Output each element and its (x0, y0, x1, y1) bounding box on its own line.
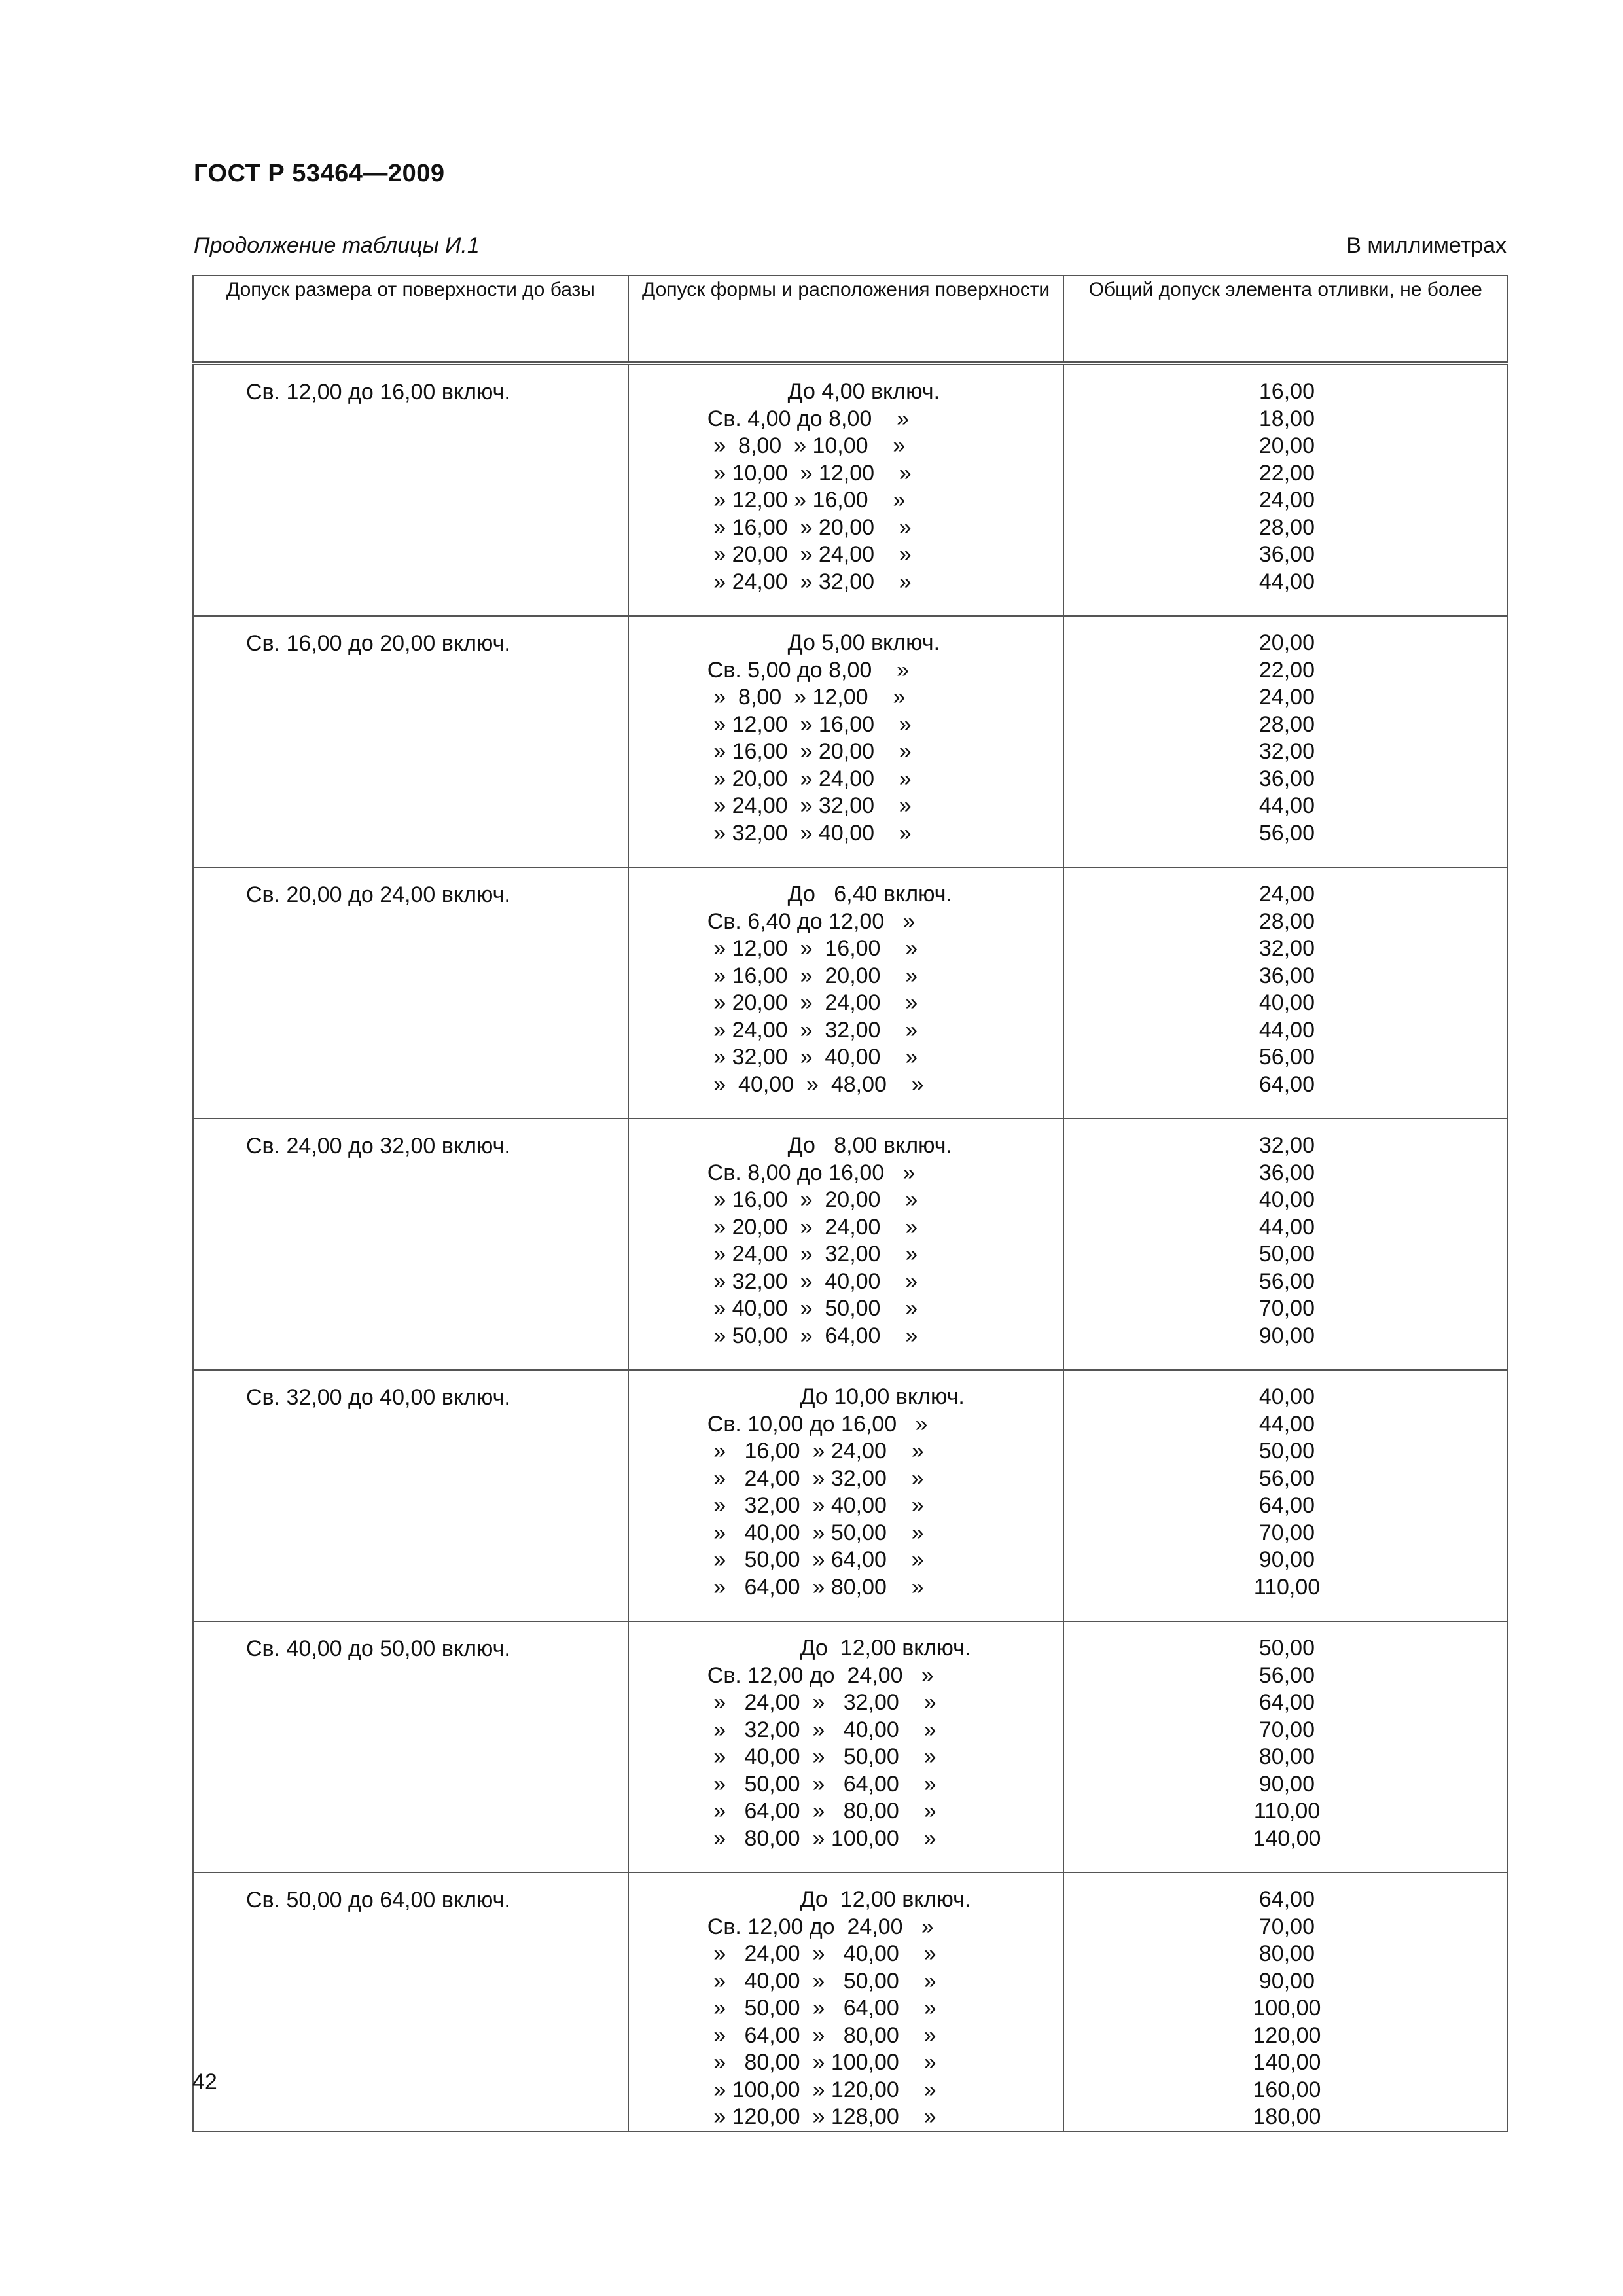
form-tolerance-range: » 32,00 » 40,00 » (707, 1717, 936, 1742)
form-tolerance-range: » 16,00 » 20,00 » (707, 739, 912, 764)
total-tolerance-value: 50,00 (1258, 1636, 1315, 1660)
total-tolerance-value: 140,00 (1253, 1825, 1321, 1851)
total-tolerance-value: 44,00 (1258, 1017, 1315, 1043)
column-header-total-tolerance: Общий допуск элемента отливки, не более (1063, 276, 1507, 363)
form-tolerance-cell (628, 1119, 1064, 1370)
base-tolerance-cell (193, 616, 628, 867)
form-tolerance-range: » 20,00 » 24,00 » (707, 990, 918, 1015)
form-tolerance-range: » 50,00 » 64,00 » (707, 1771, 936, 1797)
total-tolerance-value: 24,00 (1258, 685, 1315, 709)
total-tolerance-value: 32,00 (1258, 739, 1315, 764)
form-tolerance-range: » 40,00 » 48,00 » (707, 1071, 924, 1097)
form-tolerance-range: Св. 12,00 до 24,00 » (707, 1662, 934, 1688)
total-tolerance-value: 90,00 (1258, 1547, 1315, 1572)
total-tolerance-value: 56,00 (1258, 1662, 1315, 1688)
total-tolerance-value: 50,00 (1258, 1242, 1315, 1266)
total-tolerance-value: 50,00 (1258, 1439, 1315, 1463)
form-tolerance-range: » 16,00 » 20,00 » (707, 514, 912, 540)
form-tolerance-range: » 16,00 » 20,00 » (707, 963, 918, 988)
table-row (193, 1370, 1507, 1621)
form-tolerance-range: » 80,00 » 100,00 » (707, 2050, 936, 2075)
total-tolerance-value: 32,00 (1258, 1133, 1315, 1158)
units-label: В миллиметрах (1346, 233, 1507, 258)
base-tolerance-range: Св. 40,00 до 50,00 включ. (246, 1636, 510, 1661)
form-tolerance-range: » 32,00 » 40,00 » (707, 1045, 918, 1069)
form-tolerance-range: » 24,00 » 32,00 » (707, 1690, 936, 1715)
total-tolerance-value: 90,00 (1258, 1968, 1315, 1994)
form-tolerance-range: » 32,00 » 40,00 » (707, 820, 912, 846)
form-tolerance-range: Св. 8,00 до 16,00 » (707, 1160, 916, 1185)
form-tolerance-range: » 24,00 » 40,00 » (707, 1941, 936, 1966)
total-tolerance-value: 24,00 (1258, 488, 1315, 512)
form-tolerance-range: Св. 6,40 до 12,00 » (707, 908, 916, 934)
form-tolerance-range: До 5,00 включ. (707, 630, 940, 655)
total-tolerance-value: 90,00 (1258, 1323, 1315, 1348)
form-tolerance-range: » 20,00 » 24,00 » (707, 542, 912, 567)
form-tolerance-range: » 24,00 » 32,00 » (707, 1242, 918, 1266)
form-tolerance-range: » 32,00 » 40,00 » (707, 1268, 918, 1294)
base-tolerance-range: Св. 24,00 до 32,00 включ. (246, 1134, 510, 1158)
form-tolerance-range: » 20,00 » 24,00 » (707, 1214, 918, 1240)
base-tolerance-range: Св. 20,00 до 24,00 включ. (246, 882, 510, 907)
form-tolerance-range: До 6,40 включ. (707, 882, 952, 906)
column-header-base-tolerance: Допуск размера от поверхности до базы (193, 276, 628, 363)
total-tolerance-value: 110,00 (1253, 1799, 1321, 1823)
total-tolerance-value: 18,00 (1258, 406, 1315, 431)
total-tolerance-value: 36,00 (1258, 766, 1315, 791)
total-tolerance-value: 16,00 (1258, 379, 1315, 404)
base-tolerance-range: Св. 12,00 до 16,00 включ. (246, 380, 510, 404)
form-tolerance-range: Св. 4,00 до 8,00 » (707, 406, 909, 431)
total-tolerance-value: 56,00 (1258, 1268, 1315, 1294)
form-tolerance-cell (628, 363, 1064, 616)
base-tolerance-cell (193, 363, 628, 616)
total-tolerance-value: 44,00 (1258, 1411, 1315, 1437)
total-tolerance-value: 36,00 (1258, 963, 1315, 988)
form-tolerance-range: » 40,00 » 50,00 » (707, 1296, 918, 1321)
form-tolerance-range: » 50,00 » 64,00 » (707, 1547, 924, 1572)
total-tolerance-value: 80,00 (1258, 1744, 1315, 1769)
total-tolerance-value: 100,00 (1253, 1996, 1321, 2020)
total-tolerance-value: 56,00 (1258, 1045, 1315, 1069)
form-tolerance-range: До 4,00 включ. (707, 379, 940, 404)
base-tolerance-cell (193, 1119, 628, 1370)
base-tolerance-range: Св. 16,00 до 20,00 включ. (246, 631, 510, 656)
total-tolerance-value: 64,00 (1258, 1071, 1315, 1097)
total-tolerance-value: 20,00 (1258, 433, 1315, 458)
total-tolerance-value: 20,00 (1258, 630, 1315, 655)
total-tolerance-value: 70,00 (1258, 1717, 1315, 1742)
base-tolerance-range: Св. 32,00 до 40,00 включ. (246, 1385, 510, 1410)
total-tolerance-value: 22,00 (1258, 460, 1315, 486)
form-tolerance-range: Св. 12,00 до 24,00 » (707, 1914, 934, 1939)
form-tolerance-range: Св. 10,00 до 16,00 » (707, 1411, 928, 1437)
form-tolerance-range: » 100,00 » 120,00 » (707, 2077, 936, 2102)
document-header: ГОСТ Р 53464—2009 (194, 160, 445, 187)
form-tolerance-range: » 64,00 » 80,00 » (707, 2022, 936, 2048)
form-tolerance-range: » 24,00 » 32,00 » (707, 793, 912, 818)
total-tolerance-value: 160,00 (1253, 2077, 1321, 2102)
total-tolerance-value: 44,00 (1258, 793, 1315, 818)
table-row (193, 616, 1507, 867)
form-tolerance-range: » 10,00 » 12,00 » (707, 460, 912, 486)
form-tolerance-range: » 24,00 » 32,00 » (707, 1017, 918, 1043)
form-tolerance-range: » 40,00 » 50,00 » (707, 1744, 936, 1769)
form-tolerance-range: » 32,00 » 40,00 » (707, 1493, 924, 1518)
total-tolerance-value: 28,00 (1258, 514, 1315, 540)
form-tolerance-range: До 10,00 включ. (707, 1384, 965, 1409)
form-tolerance-range: » 16,00 » 24,00 » (707, 1439, 924, 1463)
total-tolerance-value: 56,00 (1258, 1465, 1315, 1491)
total-tolerance-value: 120,00 (1253, 2022, 1321, 2048)
form-tolerance-range: » 24,00 » 32,00 » (707, 1465, 924, 1491)
form-tolerance-range: » 64,00 » 80,00 » (707, 1574, 924, 1600)
form-tolerance-range: » 12,00 » 16,00 » (707, 711, 912, 737)
table-row (193, 363, 1507, 616)
form-tolerance-range: » 8,00 » 12,00 » (707, 685, 906, 709)
total-tolerance-value: 64,00 (1258, 1887, 1315, 1912)
form-tolerance-range: » 120,00 » 128,00 » (707, 2104, 936, 2129)
total-tolerance-value: 90,00 (1258, 1771, 1315, 1797)
total-tolerance-value: 70,00 (1258, 1914, 1315, 1939)
form-tolerance-cell (628, 1370, 1064, 1621)
base-tolerance-cell (193, 1873, 628, 2132)
total-tolerance-cell (1063, 1370, 1507, 1621)
total-tolerance-value: 28,00 (1258, 711, 1315, 737)
total-tolerance-cell (1063, 1621, 1507, 1873)
base-tolerance-cell (193, 867, 628, 1119)
total-tolerance-value: 140,00 (1253, 2050, 1321, 2075)
total-tolerance-cell (1063, 616, 1507, 867)
total-tolerance-value: 24,00 (1258, 882, 1315, 906)
form-tolerance-range: Св. 5,00 до 8,00 » (707, 657, 909, 683)
total-tolerance-value: 70,00 (1258, 1520, 1315, 1545)
form-tolerance-range: » 50,00 » 64,00 » (707, 1323, 918, 1348)
base-tolerance-cell (193, 1370, 628, 1621)
total-tolerance-value: 40,00 (1258, 1187, 1315, 1212)
total-tolerance-value: 64,00 (1258, 1690, 1315, 1715)
total-tolerance-value: 44,00 (1258, 1214, 1315, 1240)
total-tolerance-value: 36,00 (1258, 542, 1315, 567)
form-tolerance-range: » 24,00 » 32,00 » (707, 569, 912, 594)
total-tolerance-value: 44,00 (1258, 569, 1315, 594)
total-tolerance-value: 80,00 (1258, 1941, 1315, 1966)
form-tolerance-range: » 20,00 » 24,00 » (707, 766, 912, 791)
total-tolerance-value: 22,00 (1258, 657, 1315, 683)
total-tolerance-cell (1063, 1119, 1507, 1370)
total-tolerance-cell (1063, 867, 1507, 1119)
total-tolerance-value: 40,00 (1258, 1384, 1315, 1409)
total-tolerance-value: 180,00 (1253, 2104, 1321, 2129)
form-tolerance-range: » 16,00 » 20,00 » (707, 1187, 918, 1212)
tolerance-table (192, 275, 1508, 2132)
base-tolerance-range: Св. 50,00 до 64,00 включ. (246, 1888, 510, 1912)
table-row (193, 1621, 1507, 1873)
form-tolerance-range: » 12,00 » 16,00 » (707, 936, 918, 961)
form-tolerance-range: » 12,00 » 16,00 » (707, 488, 906, 512)
table-row (193, 1873, 1507, 2132)
total-tolerance-value: 70,00 (1258, 1296, 1315, 1321)
page-number: 42 (192, 2070, 217, 2094)
form-tolerance-cell (628, 1621, 1064, 1873)
form-tolerance-range: До 12,00 включ. (707, 1887, 971, 1912)
total-tolerance-value: 36,00 (1258, 1160, 1315, 1185)
form-tolerance-cell (628, 616, 1064, 867)
total-tolerance-value: 40,00 (1258, 990, 1315, 1015)
form-tolerance-range: » 50,00 » 64,00 » (707, 1996, 936, 2020)
form-tolerance-cell (628, 1873, 1064, 2132)
table-continuation-caption: Продолжение таблицы И.1 (194, 233, 480, 258)
total-tolerance-value: 56,00 (1258, 820, 1315, 846)
form-tolerance-range: До 12,00 включ. (707, 1636, 971, 1660)
total-tolerance-value: 64,00 (1258, 1493, 1315, 1518)
total-tolerance-cell (1063, 363, 1507, 616)
table-row (193, 1119, 1507, 1370)
table-header-row (193, 276, 1507, 363)
form-tolerance-cell (628, 867, 1064, 1119)
form-tolerance-range: » 8,00 » 10,00 » (707, 433, 906, 458)
form-tolerance-range: » 40,00 » 50,00 » (707, 1968, 936, 1994)
form-tolerance-range: » 80,00 » 100,00 » (707, 1825, 936, 1851)
form-tolerance-range: До 8,00 включ. (707, 1133, 952, 1158)
form-tolerance-range: » 40,00 » 50,00 » (707, 1520, 924, 1545)
total-tolerance-value: 110,00 (1253, 1574, 1321, 1600)
base-tolerance-cell (193, 1621, 628, 1873)
total-tolerance-value: 28,00 (1258, 908, 1315, 934)
form-tolerance-range: » 64,00 » 80,00 » (707, 1799, 936, 1823)
column-header-form-tolerance: Допуск формы и расположения поверхности (628, 276, 1064, 363)
total-tolerance-cell (1063, 1873, 1507, 2132)
total-tolerance-value: 32,00 (1258, 936, 1315, 961)
table-row (193, 867, 1507, 1119)
table-body (193, 363, 1507, 2132)
